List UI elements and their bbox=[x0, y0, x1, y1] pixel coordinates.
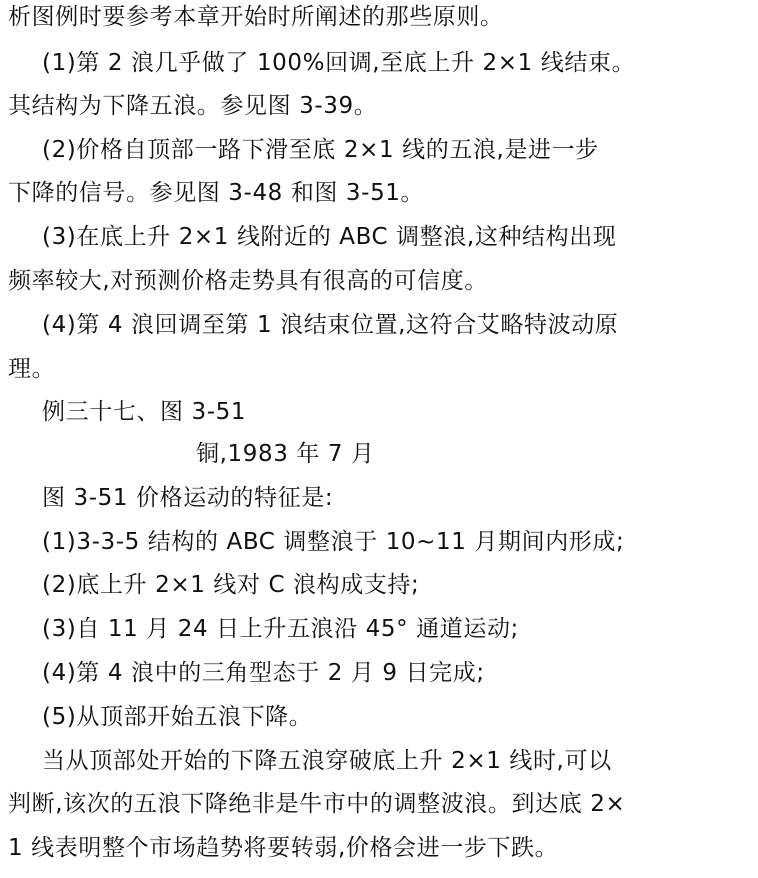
text-line: (3)在底上升 2×1 线附近的 ABC 调整浪,这种结构出现 bbox=[42, 224, 617, 250]
list-item: (3)自 11 月 24 日上升五浪沿 45° 通道运动; bbox=[42, 616, 519, 642]
text-line: 1 线表明整个市场趋势将要转弱,价格会进一步下跌。 bbox=[8, 835, 559, 861]
list-item: (1)3-3-5 结构的 ABC 调整浪于 10~11 月期间内形成; bbox=[42, 529, 625, 555]
text-line: 当从顶部处开始的下降五浪穿破底上升 2×1 线时,可以 bbox=[42, 748, 612, 774]
list-item: (4)第 4 浪中的三角型态于 2 月 9 日完成; bbox=[42, 660, 485, 686]
text-line: (1)第 2 浪几乎做了 100%回调,至底上升 2×1 线结束。 bbox=[42, 50, 636, 76]
example-heading: 例三十七、图 3-51 bbox=[42, 399, 247, 425]
text-line: (2)价格自顶部一路下滑至底 2×1 线的五浪,是进一步 bbox=[42, 137, 599, 163]
text-line: 判断,该次的五浪下降绝非是牛市中的调整波浪。到达底 2× bbox=[8, 791, 626, 817]
text-line: 下降的信号。参见图 3-48 和图 3-51。 bbox=[8, 180, 425, 206]
text-line: 图 3-51 价格运动的特征是: bbox=[42, 485, 334, 511]
example-subtitle: 铜,1983 年 7 月 bbox=[196, 441, 375, 467]
text-line: 频率较大,对预测价格走势具有很高的可信度。 bbox=[8, 268, 488, 294]
list-item: (5)从顶部开始五浪下降。 bbox=[42, 704, 313, 730]
text-line: 理。 bbox=[8, 356, 56, 382]
list-item: (2)底上升 2×1 线对 C 浪构成支持; bbox=[42, 572, 420, 598]
text-line: (4)第 4 浪回调至第 1 浪结束位置,这符合艾略特波动原 bbox=[42, 312, 619, 338]
text-line: 析图例时要参考本章开始时所阐述的那些原则。 bbox=[8, 4, 504, 30]
text-line: 其结构为下降五浪。参见图 3-39。 bbox=[8, 93, 378, 119]
